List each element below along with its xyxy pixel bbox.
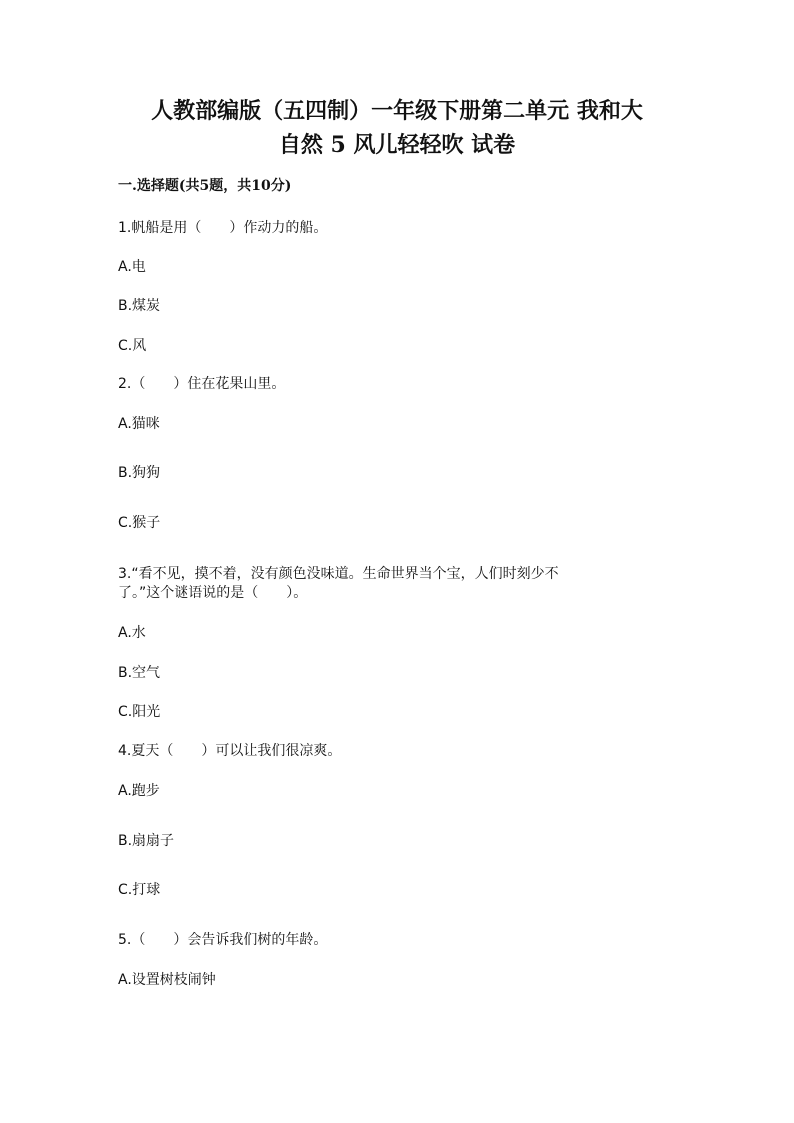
question-stem: 4.夏天（ ）可以让我们很凉爽。 (118, 743, 342, 759)
document-title-line-2: 自然 5 风儿轻轻吹 试卷 (278, 132, 516, 158)
answer-option: A.水 (118, 625, 146, 641)
answer-option: B.扇扇子 (118, 833, 175, 849)
question-stem-line-1: 3.“看不见，摸不着，没有颜色没味道。生命世界当个宝，人们时刻少不 (118, 566, 559, 582)
question-stem: 1.帆船是用（ ）作动力的船。 (118, 220, 328, 236)
answer-option: C.猴子 (118, 515, 161, 531)
document-title-line-1: 人教部编版（五四制）一年级下册第二单元 我和大 (151, 98, 643, 124)
answer-option: B.空气 (118, 665, 161, 681)
question-stem-line-2: 了。”这个谜语说的是（ ）。 (118, 585, 308, 601)
answer-option: A.跑步 (118, 783, 160, 799)
question-stem: 5.（ ）会告诉我们树的年龄。 (118, 932, 328, 948)
answer-option: B.狗狗 (118, 465, 161, 481)
answer-option: A.猫咪 (118, 416, 160, 432)
answer-option: B.煤炭 (118, 298, 161, 314)
answer-option: A.电 (118, 259, 146, 275)
answer-option: C.风 (118, 338, 147, 354)
question-stem: 2.（ ）住在花果山里。 (118, 376, 286, 392)
answer-option: C.阳光 (118, 704, 161, 720)
section-heading: 一.选择题(共5题，共10分) (118, 178, 292, 194)
answer-option: C.打球 (118, 882, 161, 898)
answer-option: A.设置树枝闹钟 (118, 972, 216, 988)
